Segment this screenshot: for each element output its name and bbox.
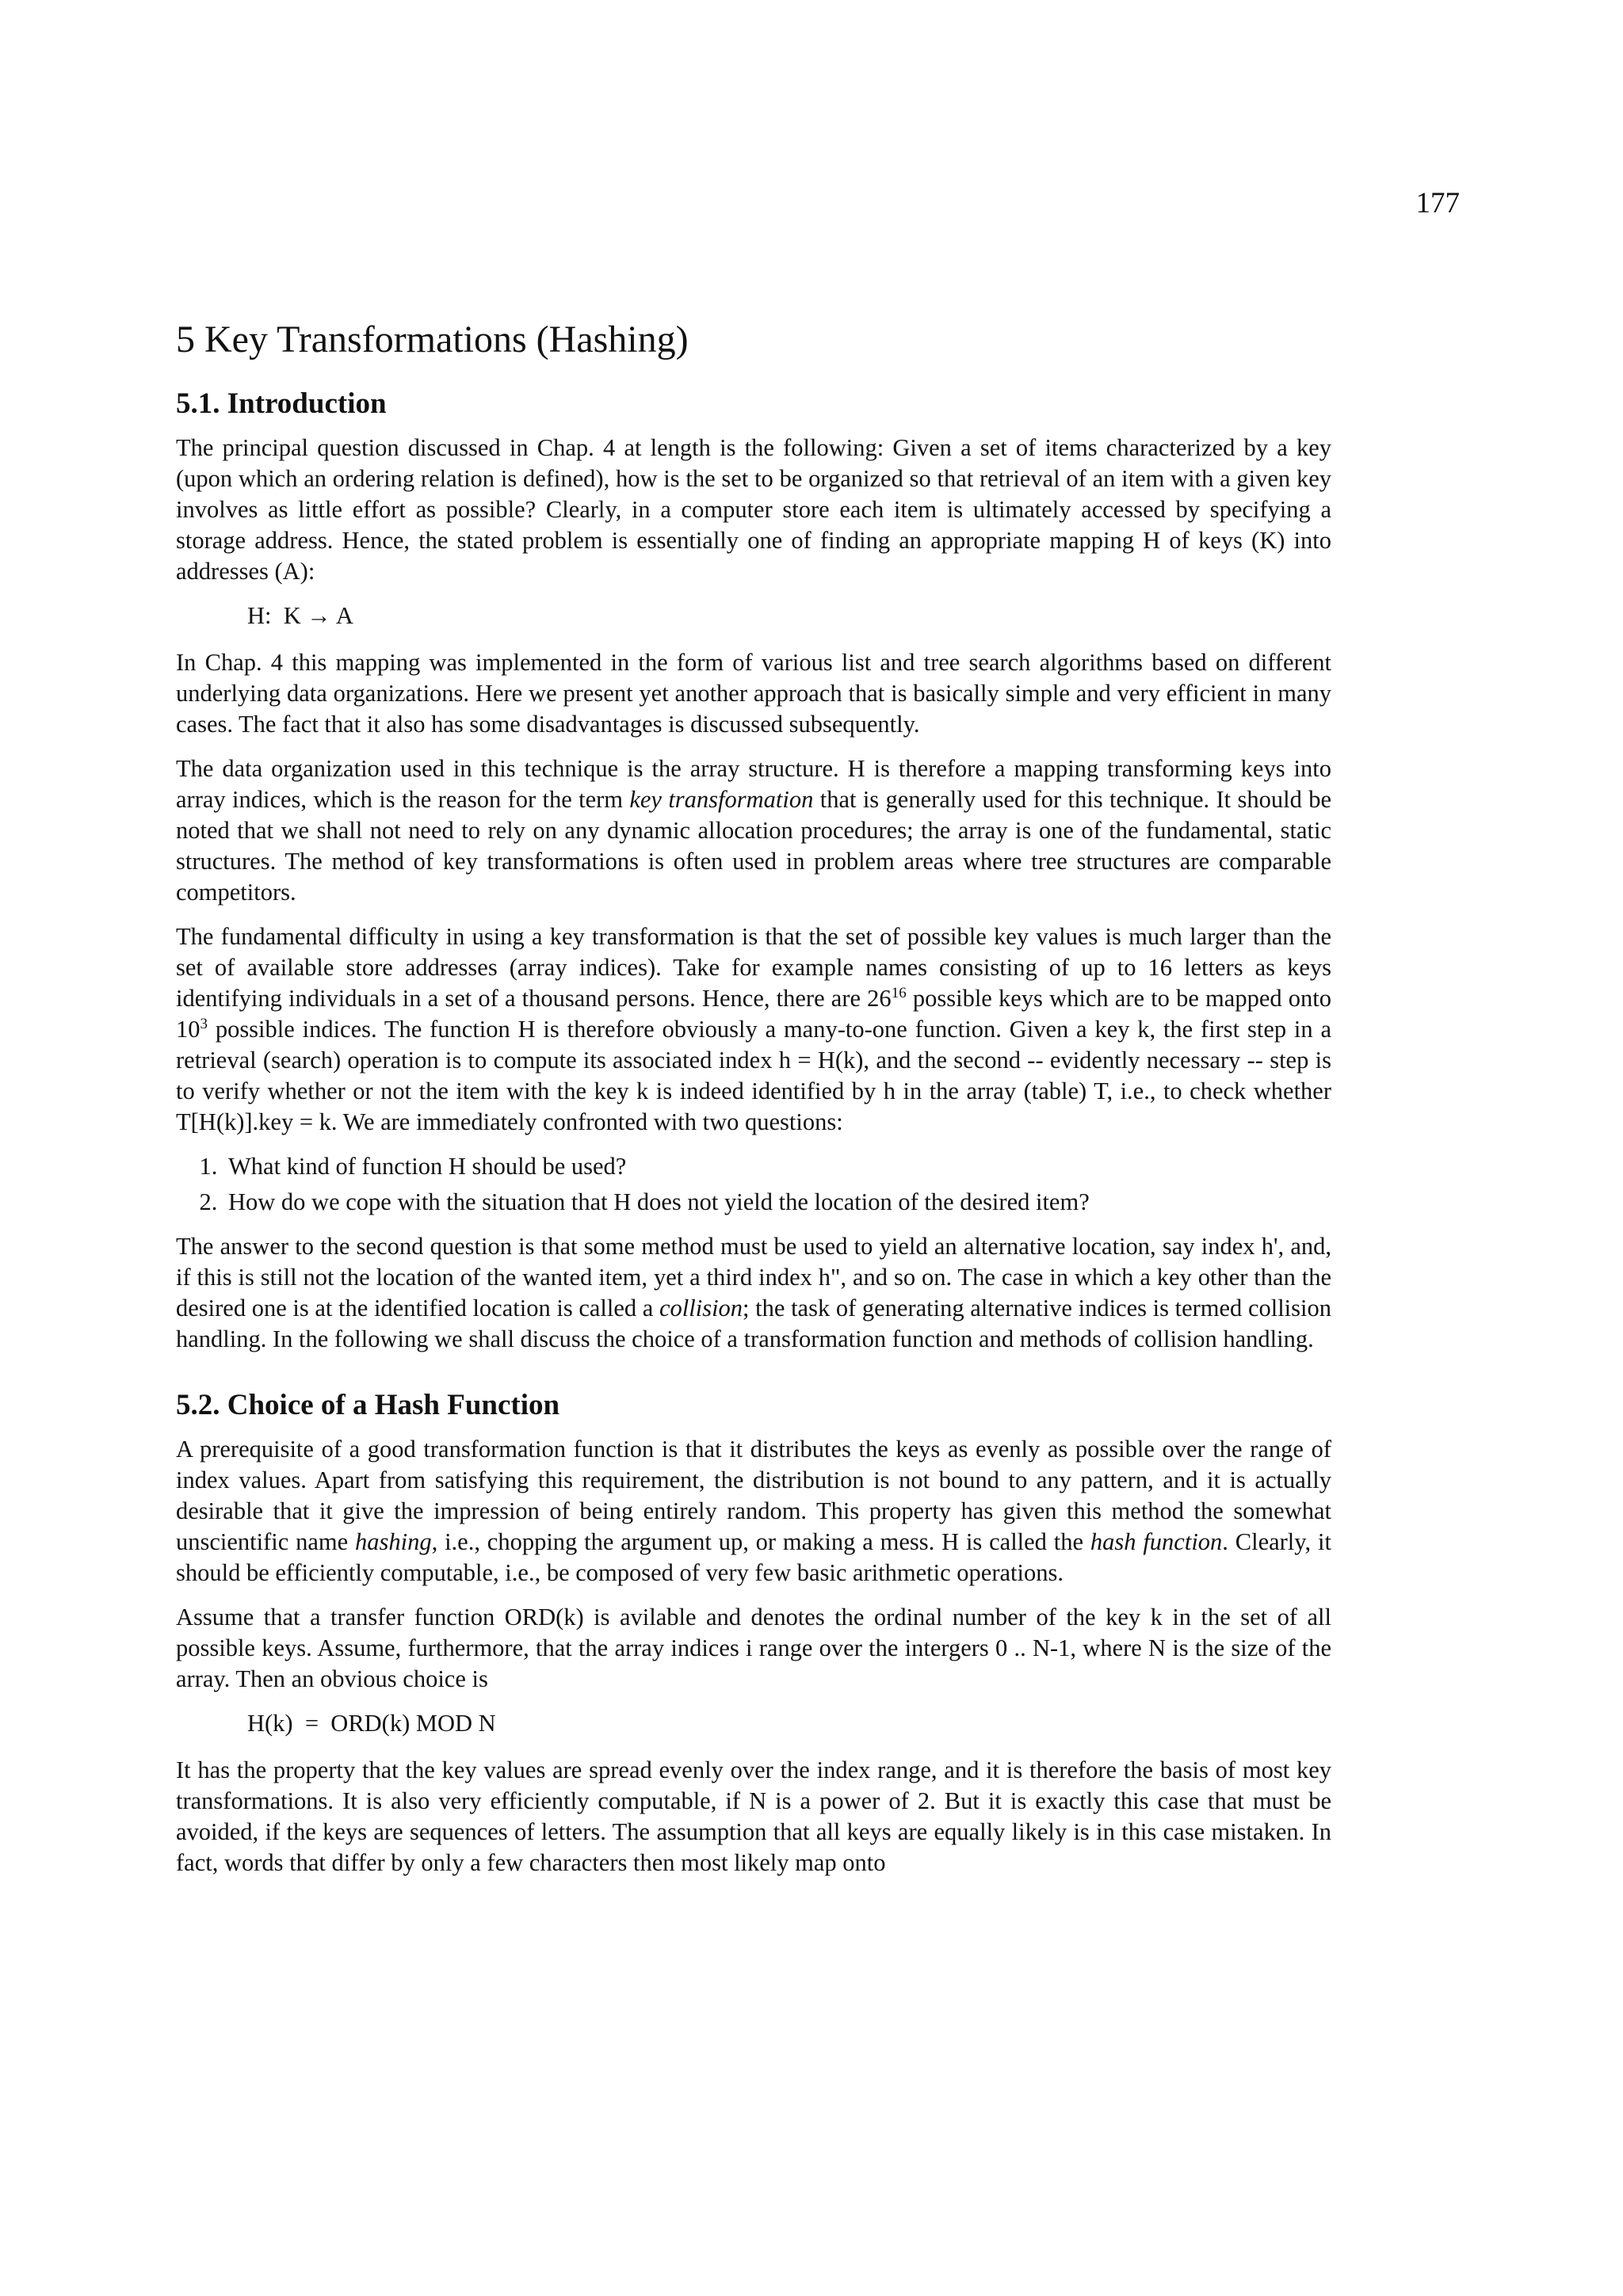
- superscript: 16: [891, 984, 907, 1001]
- paragraph: [176, 1231, 1331, 1355]
- text-run: The data organization used in this technique is the array structure. H is therefore a mapping transforming keys into array indices, which is the reason for the term: [176, 754, 1331, 813]
- paragraph: [176, 1434, 1331, 1589]
- emphasis-term: hashing,: [355, 1528, 438, 1556]
- list-item: 2. How do we cope with the situation that H does not yield the location of the desired item?: [223, 1187, 1331, 1218]
- emphasis-term: collision: [659, 1294, 743, 1322]
- paragraph: Assume that a transfer function ORD(k) is avilable and denotes the ordinal number of the key k in the set of all possible keys. Assume, furthermore, that the array indices i range over the intergers 0 .. N-1, where N is the size of the array. Then an obvious choice is: [176, 1604, 1331, 1693]
- formula-mapping: H: K → A: [247, 601, 353, 629]
- text-run: The answer to the second question is that some method must be used to yield an alternative location, say index h', and, if this is still not the location of the wanted item, yet a third index h", and so on. The case in which a key other than the desired one is at the identified location is called a: [176, 1232, 1331, 1322]
- text-run: The fundamental difficulty in using a key transformation is that the set of possible key values is much larger than the set of available store addresses (array indices). Take for example names consisting of up to 16 letters as keys identifying individuals in a set of a thousand persons. Hence, there are 26: [176, 922, 1331, 1012]
- paragraph: The principal question discussed in Chap. 4 at length is the following: Given a set of items characterized by a key (upon which an ordering relation is defined), how is the set to be organized so that retrieval of an item with a given key involves as little effort as possible? Clearly, in a computer store each item is ultimately accessed by specifying a storage address. Hence, the stated problem is essentially one of finding an appropriate mapping H of keys (K) into addresses (A):: [176, 433, 1331, 585]
- paragraph: In Chap. 4 this mapping was implemented in the form of various list and tree search algorithms based on different underlying data organizations. Here we present yet another approach that is basically simple and very efficient in many cases. The fact that it also has some disadvantages is discussed subsequently.: [176, 648, 1331, 738]
- question-list: [176, 1151, 1331, 1218]
- superscript: 3: [200, 1015, 208, 1032]
- emphasis-term: hash function: [1090, 1528, 1223, 1556]
- section-heading-introduction: 5.1. Introduction: [176, 387, 387, 420]
- text-run: ; the task of generating alternative indices is termed collision handling. In the following we shall discuss the choice of a transformation function and methods of collision handling.: [176, 1294, 1331, 1352]
- text-run: possible indices. The function H is therefore obviously a many-to-one function. Given a key k, the first step in a retrieval (search) operation is to compute its associated index h = H(k), and the second -- evidently necessary -- step is to verify whether or not the item with the key k is indeed identified by h in the array (table) T, i.e., to check whether T[H(k)].key = k. We are immediately confronted with two questions:: [176, 1015, 1331, 1135]
- section-hash-function: [176, 1388, 1331, 1878]
- section-heading-hash-function: 5.2. Choice of a Hash Function: [176, 1388, 560, 1421]
- section-introduction: [176, 387, 1331, 1355]
- text-run: that is generally used for this technique. It should be noted that we shall not need to rely on any dynamic allocation procedures; the array is one of the fundamental, static structures. The method of key transformations is often used in problem areas where tree structures are comparable competitors.: [176, 785, 1331, 906]
- page-number: 177: [1415, 187, 1460, 219]
- paragraph: It has the property that the key values are spread evenly over the index range, and it is therefore the basis of most key transformations. It is also very efficiently computable, if N is a power of 2. But it is exactly this case that must be avoided, if the keys are sequences of letters. The assumption that all keys are equally likely is in this case mistaken. In fact, words that differ by only a few characters then most likely map onto: [176, 1756, 1331, 1877]
- list-item: 1. What kind of function H should be used?: [223, 1151, 1331, 1182]
- page-content: [176, 317, 1331, 1892]
- paragraph: [176, 753, 1331, 908]
- paragraph: [176, 921, 1331, 1138]
- text-run: . Clearly, it should be efficiently computable, i.e., be composed of very few basic arithmetic operations.: [176, 1528, 1331, 1587]
- chapter-title: 5 Key Transformations (Hashing): [176, 318, 689, 360]
- text-run: A prerequisite of a good transformation function is that it distributes the keys as evenly as possible over the range of index values. Apart from satisfying this requirement, the distribution is not bound to any pattern, and it is actually desirable that it give the impression of being entirely random. This property has given this method the somewhat unscientific name: [176, 1436, 1331, 1556]
- text-run: possible keys which are to be mapped onto 10: [176, 984, 1331, 1043]
- formula-hash: H(k) = ORD(k) MOD N: [247, 1710, 496, 1737]
- text-run: i.e., chopping the argument up, or making a mess. H is called the: [437, 1528, 1090, 1556]
- emphasis-term: key transformation: [629, 785, 814, 813]
